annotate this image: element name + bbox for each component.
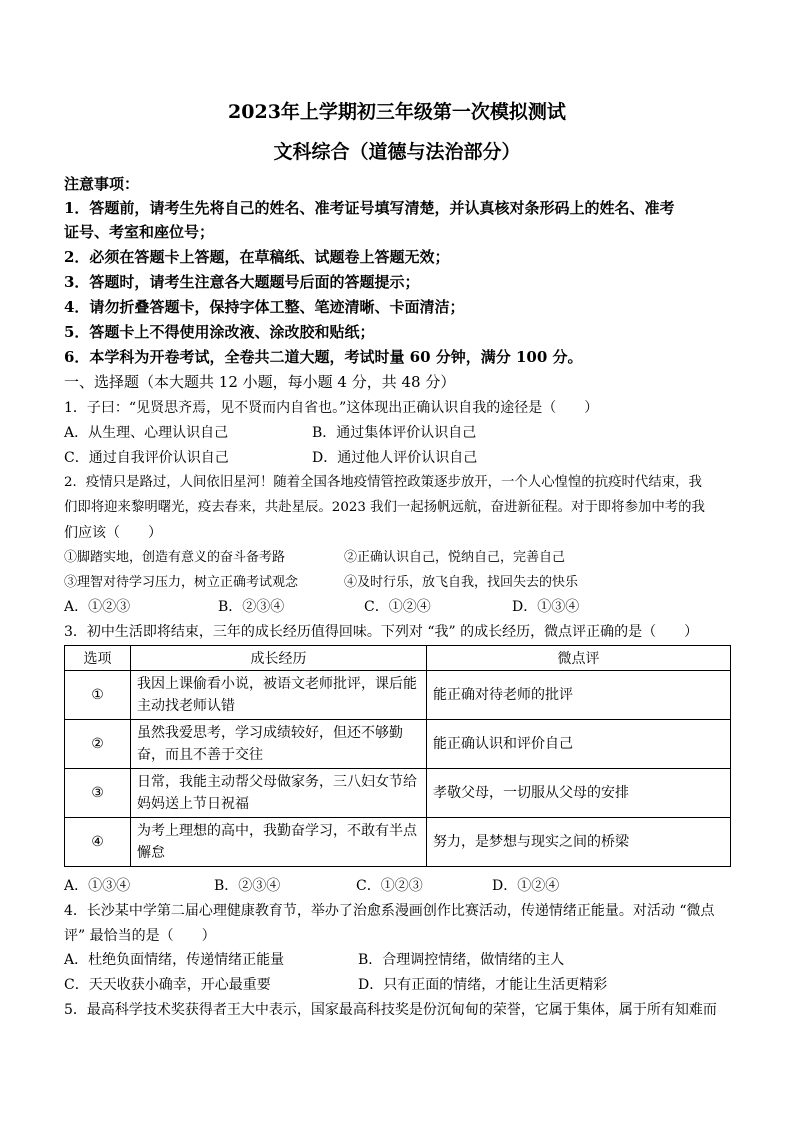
notice-item: 1．答题前，请考生先将自己的姓名、准考证号填写清楚，并认真核对条形码上的姓名、准考 xyxy=(64,199,675,217)
q2-statement: ②正确认识自己，悦纳自己，完善自己 xyxy=(344,550,566,565)
exam-title: 2023年上学期初三年级第一次模拟测试 xyxy=(228,101,566,123)
q2-stem-line: 们即将迎来黎明曙光，疫去春来，共赴星辰。2023 我们一起扬帆远航，奋进新征程。对于即将参加中考的我 xyxy=(64,500,705,515)
exam-subtitle: 文科综合（道德与法治部分） xyxy=(273,141,521,163)
q1-option-a: A．从生理、心理认识自己 xyxy=(64,425,229,441)
experience-line: 妈妈送上节日祝福 xyxy=(137,796,249,812)
q1-option-b: B．通过集体评价认识自己 xyxy=(312,425,477,441)
table-row xyxy=(65,671,731,720)
q1-stem: 1．子曰：“见贤思齐焉，见不贤而内自省也。”这体现出正确认识自我的途径是（ ） xyxy=(64,400,599,416)
q2-stem-line: 们应该（ ） xyxy=(64,525,162,541)
notice-heading: 注意事项： xyxy=(64,175,140,193)
table-cell-experience xyxy=(131,818,427,867)
q5-stem: 5．最高科学技术奖获得者王大中表示，国家最高科技奖是份沉甸甸的荣誉，它属于集体，属于所有知难而 xyxy=(64,1002,717,1018)
table-cell-comment: 能正确认识和评价自己 xyxy=(427,720,731,769)
q3-table xyxy=(64,645,731,867)
table-row xyxy=(65,769,731,818)
notice-item: 证号、考室和座位号； xyxy=(64,223,215,241)
table-header-row xyxy=(65,646,731,671)
experience-line: 虽然我爱思考，学习成绩较好，但还不够勤 xyxy=(137,725,403,741)
q2-option-a: A．①②③ xyxy=(64,599,131,615)
q3-option-d: D．①②④ xyxy=(492,878,560,894)
table-header-option: 选项 xyxy=(65,646,131,671)
q3-option-a: A．①③④ xyxy=(64,878,131,894)
table-cell-experience xyxy=(131,769,427,818)
table-cell-comment: 能正确对待老师的批评 xyxy=(427,671,731,720)
notice-item: 6．本学科为开卷考试，全卷共二道大题，考试时量 60 分钟，满分 100 分。 xyxy=(64,348,583,366)
q3-option-c: C．①②③ xyxy=(356,878,423,894)
q2-statement: ①脚踏实地，创造有意义的奋斗备考路 xyxy=(64,550,286,565)
table-cell-experience xyxy=(131,720,427,769)
q2-statement: ④及时行乐，放飞自我，找回失去的快乐 xyxy=(344,575,579,590)
q4-option-d: D．只有正面的情绪，才能让生活更精彩 xyxy=(358,977,608,993)
q3-option-b: B．②③④ xyxy=(214,878,281,894)
experience-line: 懈怠 xyxy=(137,845,165,861)
q2-option-c: C．①②④ xyxy=(364,599,431,615)
experience-line: 日常，我能主动帮父母做家务，三八妇女节给 xyxy=(137,774,417,790)
table-row xyxy=(65,818,731,867)
table-cell-comment: 孝敬父母，一切服从父母的安排 xyxy=(427,769,731,818)
q4-option-c: C．天天收获小确幸，开心最重要 xyxy=(64,977,271,993)
table-cell-option: ③ xyxy=(65,769,131,818)
table-header-experience: 成长经历 xyxy=(131,646,427,671)
experience-line: 奋，而且不善于交往 xyxy=(137,747,263,763)
experience-line: 我因上课偷看小说，被语文老师批评，课后能 xyxy=(137,676,417,692)
table-cell-experience xyxy=(131,671,427,720)
q1-option-c: C．通过自我评价认识自己 xyxy=(64,450,229,466)
q2-stem-line: 2．疫情只是路过，人间依旧星河！随着全国各地疫情管控政策逐步放开，一个人心惶惶的抗疫时代结束，我 xyxy=(64,475,702,490)
q2-option-b: B．②③④ xyxy=(218,599,285,615)
q4-stem-line: 评” 最恰当的是（ ） xyxy=(64,928,216,944)
q4-option-b: B．合理调控情绪，做情绪的主人 xyxy=(358,952,565,968)
table-cell-option: ② xyxy=(65,720,131,769)
table-cell-option: ① xyxy=(65,671,131,720)
experience-line: 为考上理想的高中，我勤奋学习，不敢有半点 xyxy=(137,823,417,839)
q2-option-d: D．①③④ xyxy=(512,599,580,615)
q2-statement: ③理智对待学习压力，树立正确考试观念 xyxy=(64,575,299,590)
table-cell-option: ④ xyxy=(65,818,131,867)
table-header-comment: 微点评 xyxy=(427,646,731,671)
section-heading: 一、选择题（本大题共 12 小题，每小题 4 分，共 48 分） xyxy=(64,373,456,391)
notice-item: 2．必须在答题卡上答题，在草稿纸、试题卷上答题无效； xyxy=(64,248,450,266)
q4-stem-line: 4．长沙某中学第二届心理健康教育节，举办了治愈系漫画创作比赛活动，传递情绪正能量。对活动 “微点 xyxy=(64,903,715,919)
notice-item: 4．请勿折叠答题卡，保持字体工整、笔迹清晰、卡面清洁； xyxy=(64,298,465,316)
notice-item: 3．答题时，请考生注意各大题题号后面的答题提示； xyxy=(64,273,420,291)
q3-stem: 3．初中生活即将结束，三年的成长经历值得回味。下列对 “我” 的成长经历，微点评正确的是（ ） xyxy=(64,624,699,640)
table-row xyxy=(65,720,731,769)
q4-option-a: A．杜绝负面情绪，传递情绪正能量 xyxy=(64,952,285,968)
experience-line: 主动找老师认错 xyxy=(137,698,235,714)
notice-item: 5．答题卡上不得使用涂改液、涂改胶和贴纸； xyxy=(64,323,375,341)
table-cell-comment: 努力，是梦想与现实之间的桥梁 xyxy=(427,818,731,867)
q1-option-d: D．通过他人评价认识自己 xyxy=(312,450,478,466)
